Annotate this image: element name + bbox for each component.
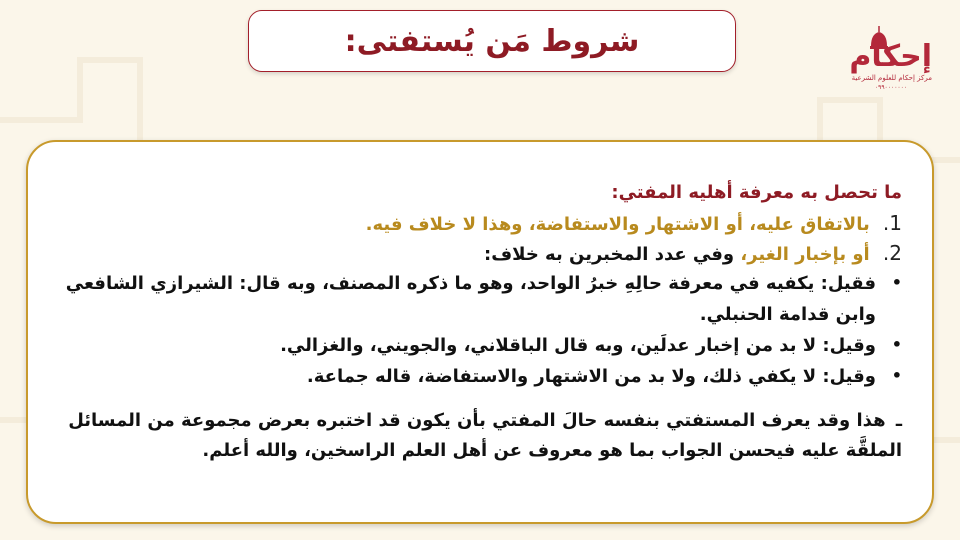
bullet-text-line: فقيل: يكفيه في معرفة حالِهِ خبرُ الواحد، وهو ما ذكره المصنف، وبه قال: الشيرازي الشافعي	[65, 273, 876, 294]
list-item-2	[46, 238, 902, 268]
bullet-item-1	[46, 268, 902, 330]
list-item-text-highlight: أو بإخبار الغير،	[740, 244, 870, 265]
brand-logo	[849, 26, 932, 92]
bullet-item-3	[46, 361, 902, 392]
bullet-dot-icon: •	[891, 273, 902, 292]
slide-title-box	[248, 10, 736, 72]
bullet-item-2	[46, 330, 902, 361]
content-body	[46, 178, 902, 466]
content-panel	[26, 140, 934, 524]
note-dash: ـ	[895, 410, 902, 431]
logo-small-text: ٠٩٩٠٠٠٠٠٠٠	[874, 84, 908, 91]
list-item-text: بالاتفاق عليه، أو الاشتهار والاستفاضة، وهذا لا خلاف فيه.	[365, 214, 870, 235]
note-text: هذا وقد يعرف المستفتي بنفسه حالَ المفتي بأن يكون قد اختبره بعرض مجموعة من المسائل	[68, 410, 886, 431]
bullet-text-line: وقيل: لا بد من إخبار عدلَين، وبه قال الباقلاني، والجويني، والغزالي.	[280, 335, 876, 356]
section-heading: ما تحصل به معرفة أهليه المفتي:	[611, 182, 902, 203]
note-line-1	[46, 406, 902, 436]
list-item-text: وفي عدد المخبرين به خلاف:	[484, 244, 741, 265]
bullet-text-line: وقيل: لا يكفي ذلك، ولا بد من الاشتهار والاستفاضة، قاله جماعة.	[306, 366, 876, 387]
logo-subtitle: مركز إحكام للعلوم الشرعية	[851, 74, 932, 82]
slide-title: شروط مَن يُستفتى:	[344, 23, 640, 59]
list-number: 2.	[882, 241, 902, 265]
list-number: 1.	[882, 211, 902, 235]
bullet-text-line: وابن قدامة الحنبلي.	[699, 304, 876, 325]
bullet-dot-icon: •	[891, 366, 902, 385]
note-line-2	[46, 436, 902, 466]
logo-text: إحكام	[849, 39, 932, 74]
note-text: الملقَّة عليه فيحسن الجواب بما هو معروف عن أهل العلم الراسخين، والله أعلم.	[202, 440, 902, 461]
bullet-dot-icon: •	[891, 335, 902, 354]
list-item-1	[46, 208, 902, 238]
